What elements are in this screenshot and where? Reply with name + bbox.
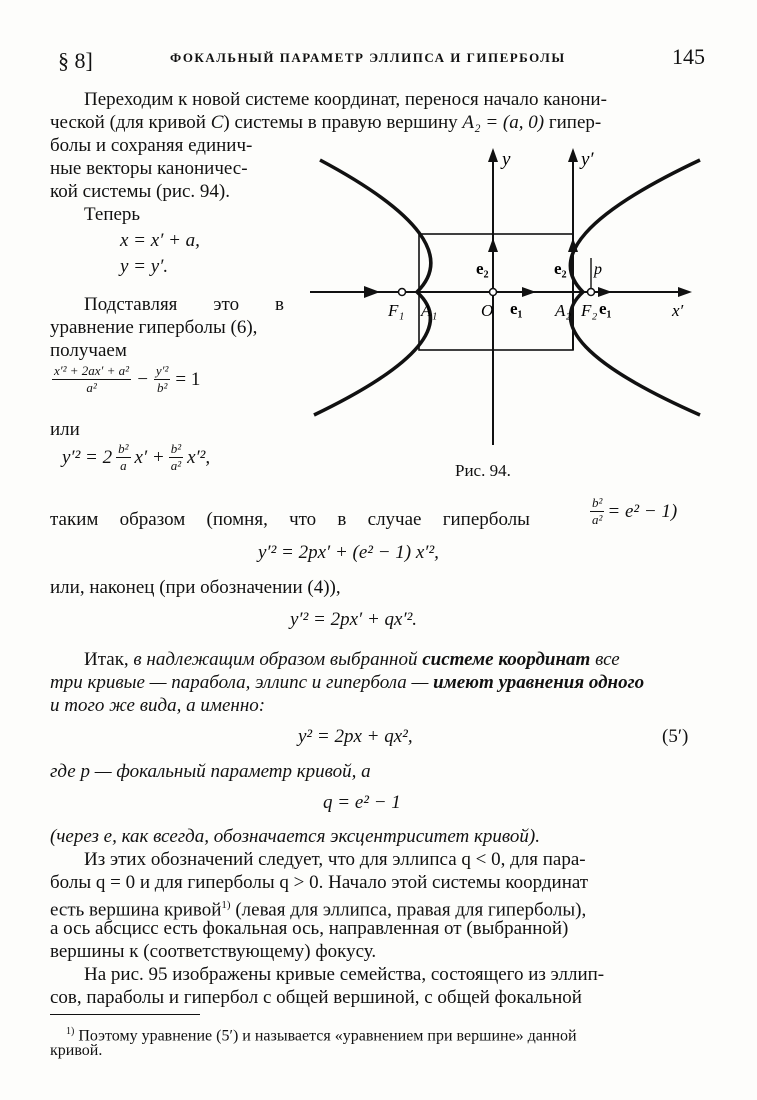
par2-line-3: есть вершина кривой$^{1)}$ (левая для эллипса, правая для гиперболы),: [50, 899, 587, 921]
equation-number: (5′): [662, 726, 689, 747]
thus-line-formula: $\frac{\text{b²}}{\text{a²}}$ = e² − 1): [592, 495, 678, 527]
hyperbola-left-branch: [314, 160, 431, 415]
label-y: y: [502, 149, 511, 170]
par2-line-5: вершины к (соответствующему) фокусу.: [50, 941, 377, 962]
italic-line-2: три кривые — парабола, эллипс и гипербола — имеют уравнения одного: [50, 672, 645, 693]
hyperbola-right-branch: [570, 160, 700, 415]
subst-word-3: в: [275, 294, 284, 315]
par3-line-1: На рис. 95 изображены кривые семейства, состоящего из эллип-: [84, 964, 605, 985]
italic-line-3: и того же вида, а именно:: [50, 695, 266, 716]
equals-one: = 1: [175, 368, 201, 390]
label-e1-right: e₁: [599, 299, 612, 318]
label-o: O: [481, 301, 494, 320]
curve-symbol: C: [210, 112, 224, 133]
subst-word-2: это: [213, 294, 240, 315]
label-e1-left: e₁: [510, 299, 523, 318]
equation-q: q = e² − 1: [323, 792, 401, 813]
focus-f1-point: [399, 289, 406, 296]
label-f2: F₂: [581, 301, 598, 320]
footnote-rule: [50, 1014, 200, 1015]
subst-text-line-1: [84, 293, 284, 316]
eccentricity-note: (через e, как всегда, обозначается эксцентриситет кривой).: [50, 826, 540, 847]
focus-f2-point: [588, 289, 595, 296]
intro-line-3: болы и сохраняя единич-: [50, 135, 253, 156]
origin-point: [490, 289, 497, 296]
par2-line-2: болы q = 0 и для гиперболы q > 0. Начало этой системы координат: [50, 872, 589, 893]
fraction-2: $\frac{\text{y′²}}{\text{b²}}$: [155, 363, 169, 395]
intro-line-2-b: ) системы в правую вершину: [223, 112, 463, 133]
par3-line-2: сов, параболы и гипербол с общей вершиной, с общей фокальной: [50, 987, 582, 1008]
label-a1: A₁: [421, 301, 438, 320]
vertex-a2: A₂ = (a, 0): [462, 112, 545, 133]
where-line: где p — фокальный параметр кривой, а: [50, 761, 371, 782]
footnote-line-2: кривой.: [50, 1042, 103, 1059]
intro-line-6: Теперь: [84, 204, 141, 225]
label-x-prime: x′: [672, 301, 684, 320]
label-p: p: [594, 261, 602, 278]
subst-text-line-2: уравнение гиперболы (6),: [50, 317, 258, 338]
equation-thus: y′² = 2px′ + (e² − 1) x′²,: [258, 542, 439, 563]
finally-line: или, наконец (при обозначении (4)),: [50, 577, 341, 598]
subst-word-1: Подставляя: [84, 294, 178, 315]
subst-text-line-3: получаем: [50, 340, 127, 361]
or-word: или: [50, 419, 80, 440]
intro-line-2-a: ческой (для кривой: [50, 112, 211, 133]
substitution-y: y = y′.: [120, 256, 169, 277]
e2-arrow-left: [488, 238, 498, 252]
fraction-1: $\frac{\text{x′² + 2ax′ + a²}}{\text{a²}}$: [54, 363, 130, 395]
minus-sign: −: [136, 368, 149, 390]
figure-94: [300, 140, 720, 450]
intro-line-5: кой системы (рис. 94).: [50, 181, 230, 202]
y-squared-equation: y′² = 2 $\frac{\text{b²}}{a}$ x′ + $\frac{\text{b²}}{\text{a²}}$ x′²,: [62, 441, 211, 473]
par2-line-4: а ось абсцисс есть фокальная ось, направленная от (выбранной): [50, 918, 569, 939]
label-f1: F₁: [388, 301, 405, 320]
intro-line-2-c: гипер-: [544, 112, 602, 133]
footnote-line-1: $^{1)}$ Поэтому уравнение (5′) и называется «уравнением при вершине» данной: [66, 1026, 577, 1045]
footnote-ref: 1): [221, 899, 231, 911]
main-equation: y² = 2px + qx²,: [298, 726, 413, 747]
y-prime-axis-arrow: [568, 148, 578, 162]
x-axis-arrow: [678, 287, 692, 297]
section-number: § 8]: [58, 48, 93, 73]
x-axis-mid-arrow-left: [364, 286, 380, 298]
label-e2-right: e₂: [554, 259, 567, 278]
page-number: 145: [672, 44, 705, 69]
intro-line-4: ные векторы каноничес-: [50, 158, 248, 179]
x-axis-mid-arrow-right: [522, 287, 536, 297]
y-axis-arrow: [488, 148, 498, 162]
par2-line-1: Из этих обозначений следует, что для эллипса q < 0, для пара-: [84, 849, 586, 870]
running-title: ФОКАЛЬНЫЙ ПАРАМЕТР ЭЛЛИПСА И ГИПЕРБОЛЫ: [170, 50, 566, 65]
intro-line-1: Переходим к новой системе координат, перенося начало канони-: [84, 89, 607, 110]
hyperbola-fraction-equation: [52, 364, 200, 395]
label-e2-left: e₂: [476, 259, 489, 278]
label-y-prime: y′: [581, 149, 594, 170]
intro-line-2: [50, 111, 601, 134]
substitution-x: x = x′ + a,: [120, 230, 200, 251]
italic-line-1: Итак, в надлежащим образом выбранной системе координат все: [84, 649, 620, 670]
label-a2: A₂: [555, 301, 572, 320]
thus-line: таким образом (помня, что в случае гиперболы: [50, 509, 530, 530]
equation-final: y′² = 2px′ + qx′².: [290, 609, 418, 630]
figure-caption: Рис. 94.: [455, 461, 511, 480]
e1-arrow-right: [598, 287, 612, 297]
